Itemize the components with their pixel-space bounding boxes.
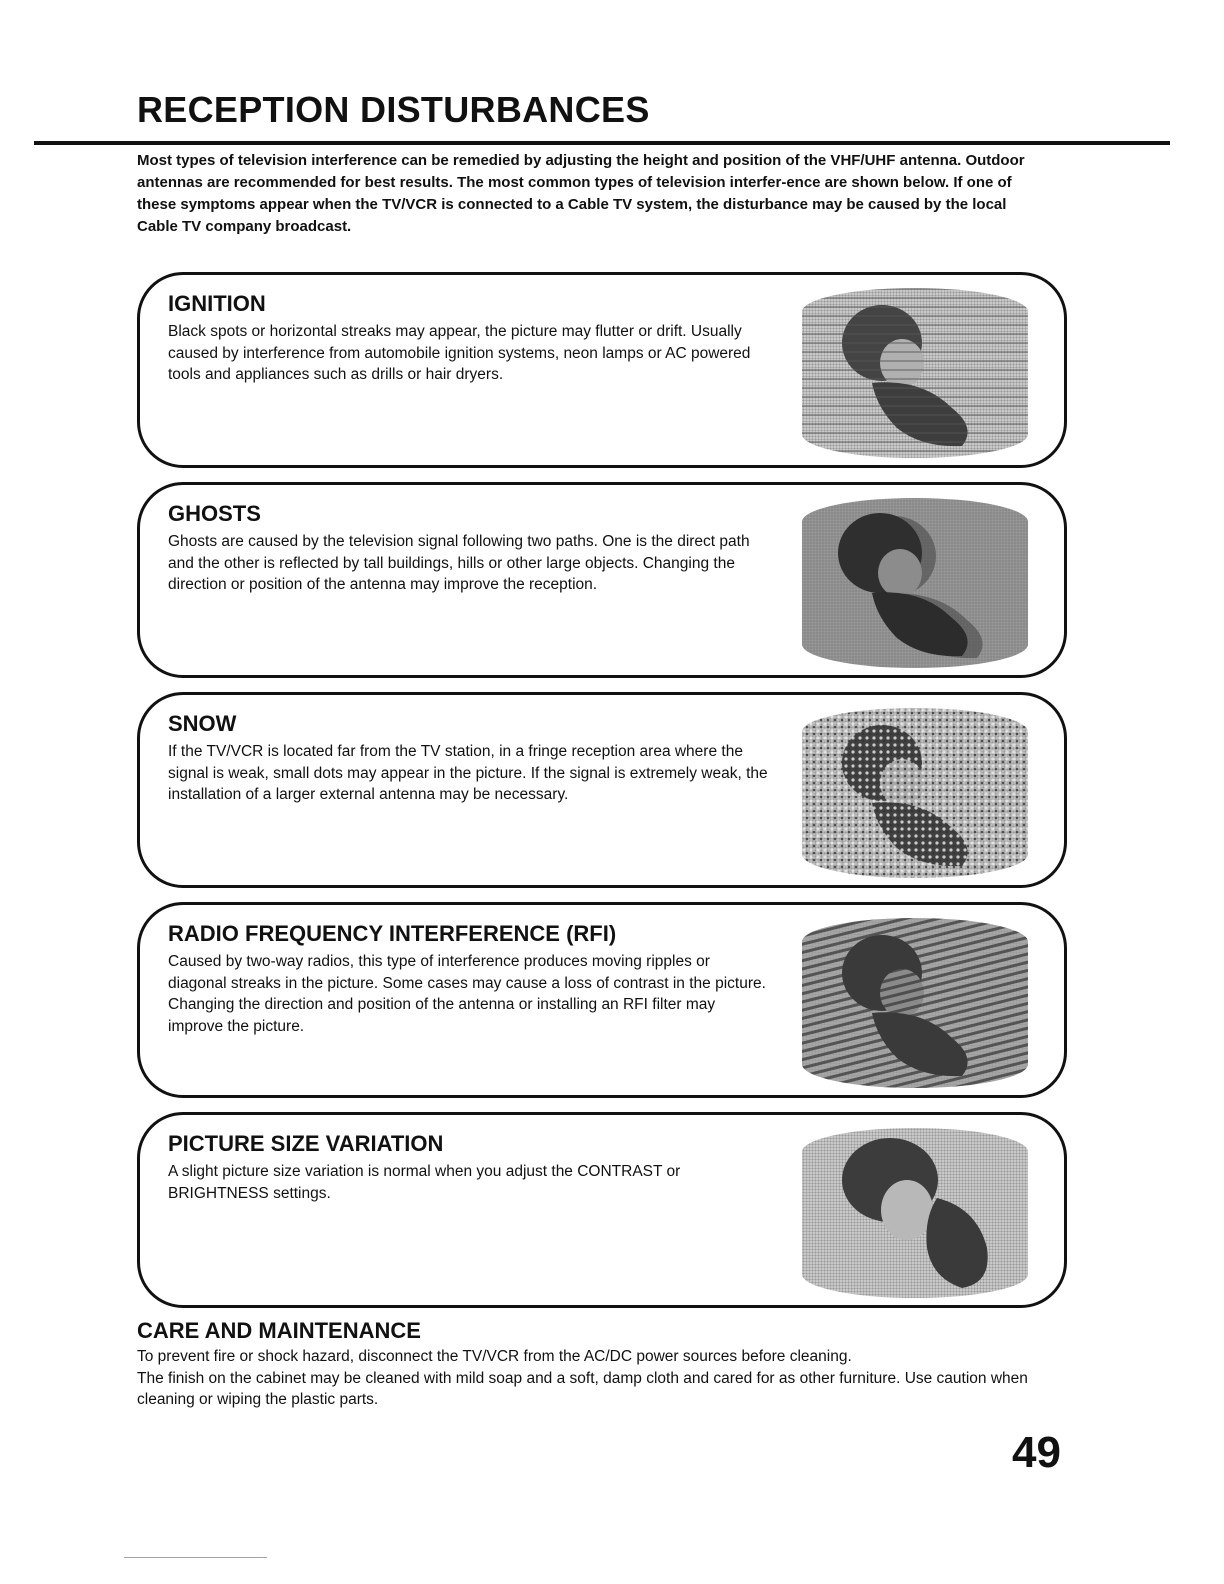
ignition-illustration	[802, 288, 1028, 458]
care-line: The finish on the cabinet may be cleaned with mild soap and a soft, damp cloth and cared for as other furniture. Use caution when cleaning or wiping the plastic parts.	[137, 1369, 1028, 1408]
rfi-illustration	[802, 918, 1028, 1088]
section-body: Caused by two-way radios, this type of interference produces moving ripples or diagonal streaks in the picture. Some cases may cause a loss of contrast in the picture. Changing the direction and position of the antenna or installing an RFI filter may improve the picture.	[168, 953, 766, 1035]
title-divider	[34, 141, 1170, 145]
snow-illustration	[802, 708, 1028, 878]
footer-divider	[124, 1557, 267, 1558]
ghosts-illustration	[802, 498, 1028, 668]
section-title: RADIO FREQUENCY INTERFERENCE (RFI)	[168, 921, 617, 946]
section-ghosts	[137, 482, 1067, 678]
care-maintenance-title: CARE AND MAINTENANCE	[137, 1318, 421, 1343]
section-body: Black spots or horizontal streaks may appear, the picture may flutter or drift. Usually caused by interference from automobile ignition systems, neon lamps or AC powered tools and appliances such as drills or hair dryers.	[168, 323, 751, 383]
section-picture-size-variation	[137, 1112, 1067, 1308]
section-body: Ghosts are caused by the television signal following two paths. One is the direct path and the other is reflected by tall buildings, hills or other large objects. Changing the direction or position of the antenna may improve the reception.	[168, 533, 750, 593]
page-title: RECEPTION DISTURBANCES	[137, 89, 650, 130]
section-body: A slight picture size variation is normal when you adjust the CONTRAST or BRIGHTNESS settings.	[168, 1163, 681, 1202]
section-rfi	[137, 902, 1067, 1098]
tv-size-variation-image	[802, 1128, 1028, 1298]
care-maintenance-body	[137, 1346, 1072, 1411]
size-variation-illustration	[802, 1128, 1028, 1298]
intro-paragraph: Most types of television interference can be remedied by adjusting the height and position of the VHF/UHF antenna. Outdoor antennas are recommended for best results. The most common types of television interfer-ence are shown below. If one of these symptoms appear when the TV/VCR is connected to a Cable TV system, the disturbance may be caused by the local Cable TV company broadcast.	[137, 152, 1025, 235]
tv-snow-image	[802, 708, 1028, 878]
tv-ignition-image	[802, 288, 1028, 458]
page-number: 49	[1012, 1428, 1061, 1477]
section-title: GHOSTS	[168, 501, 261, 526]
tv-ghosts-image	[802, 498, 1028, 668]
tv-rfi-image	[802, 918, 1028, 1088]
section-body: If the TV/VCR is located far from the TV station, in a fringe reception area where the signal is weak, small dots may appear in the picture. If the signal is extremely weak, the installation of a larger external antenna may be necessary.	[168, 743, 768, 803]
care-line: To prevent fire or shock hazard, disconnect the TV/VCR from the AC/DC power sources before cleaning.	[137, 1348, 852, 1365]
section-title: IGNITION	[168, 291, 266, 316]
section-title: PICTURE SIZE VARIATION	[168, 1131, 444, 1156]
section-snow	[137, 692, 1067, 888]
section-ignition	[137, 272, 1067, 468]
section-title: SNOW	[168, 711, 237, 736]
